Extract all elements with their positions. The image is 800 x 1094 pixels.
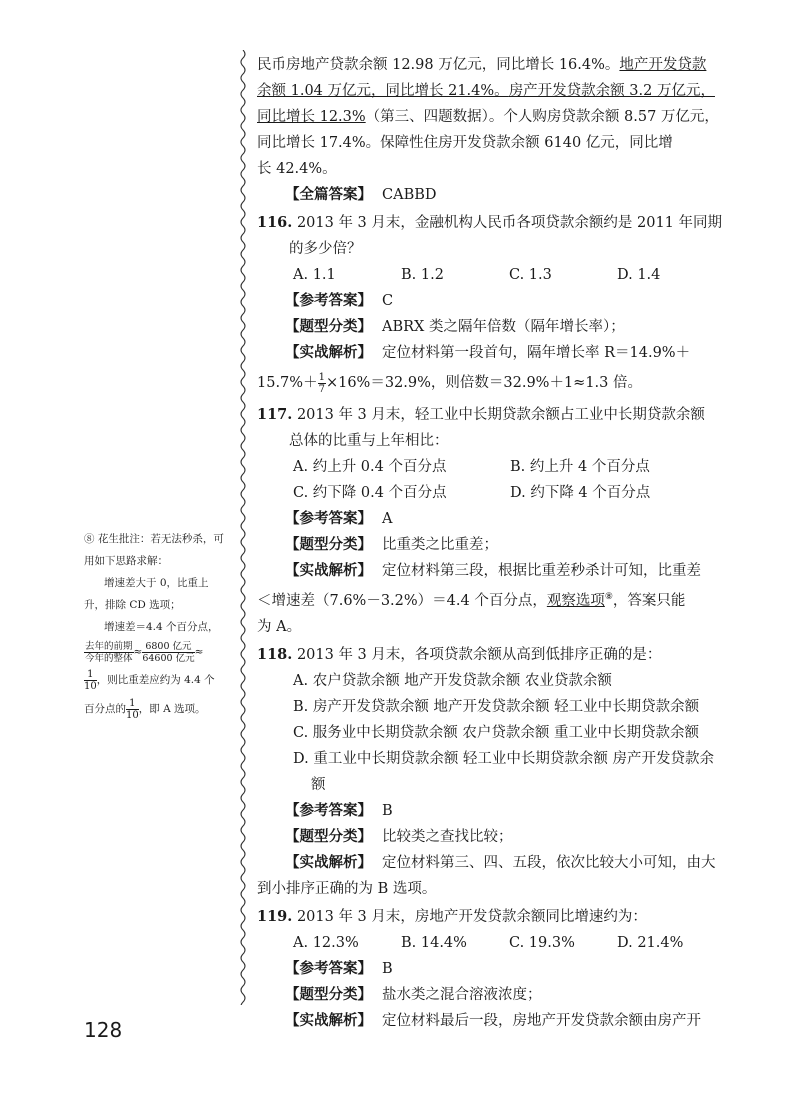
question-stem: 2013 年 3 月末，各项贷款余额从高到低排序正确的是： — [296, 646, 662, 663]
question-stem: 2013 年 3 月末，房地产开发贷款余额同比增速约为： — [296, 908, 647, 925]
fraction: $\frac{1}{7}$ — [318, 371, 325, 395]
side-note-line: 增速差大于 0，比重上 — [104, 577, 209, 589]
answer-row — [257, 956, 727, 982]
answer-row — [257, 506, 727, 532]
type-label: 【题型分类】 — [285, 828, 372, 845]
options-row — [257, 262, 727, 288]
type-label: 【题型分类】 — [285, 319, 372, 335]
intro-line5: 长 42.4%。 — [257, 161, 337, 177]
type-value: 比较类之查找比较； — [382, 828, 513, 845]
options-row — [257, 480, 727, 506]
all-answer-row — [257, 182, 727, 208]
option-b: B. 约上升 4 个百分点 — [510, 459, 650, 475]
question-118 — [257, 642, 727, 902]
option-c: C. 服务业中长期贷款余额 农户贷款余额 重工业中长期贷款余额 — [293, 724, 700, 741]
analysis-label: 【实战解析】 — [285, 1012, 372, 1029]
question-number: 118. — [257, 645, 293, 663]
analysis-text: 定位材料第三段，根据比重差秒杀计可知，比重差 — [382, 563, 701, 579]
intro-line3-note: （第三、四题数据） — [365, 109, 489, 125]
intro-line1-underlined: 地产开发贷款 — [619, 57, 707, 73]
side-note-formula: $\frac{\text{去年的前期}}{\text{今年的整体}}$ ≈ $\frac{\text{6800 亿元}}{\text{64600 亿元}}$ ≈ — [85, 640, 204, 664]
intro-line4: 同比增长 17.4%。保障性住房开发贷款余额 6140 亿元，同比增 — [257, 135, 673, 151]
intro-line1: 民币房地产贷款余额 12.98 万亿元，同比增长 16.4%。 — [257, 57, 620, 73]
analysis-text-2a: 15.7%＋ — [257, 375, 318, 391]
main-content — [257, 52, 727, 1034]
type-value: 比重类之比重差； — [382, 537, 498, 553]
option-b: B. 14.4% — [401, 934, 467, 951]
side-note-line: 百分点的 $\frac{1}{10}$ ，即 A 选项。 — [84, 697, 206, 721]
analysis-text: 定位材料最后一段，房地产开发贷款余额由房产开 — [382, 1012, 701, 1029]
intro-line2-bold: 房产开发贷款余额 3.2 万亿元， — [508, 83, 715, 99]
answer-label: 【参考答案】 — [285, 293, 372, 309]
option-b: B. 1.2 — [401, 267, 444, 283]
all-answer-label: 【全篇答案】 — [285, 187, 372, 203]
question-number: 119. — [257, 907, 293, 925]
all-answer-value: CABBD — [382, 187, 437, 203]
fraction: $\frac{1}{10}$ — [126, 697, 139, 721]
answer-value: A — [382, 511, 393, 527]
page-number: 128 — [84, 1018, 123, 1042]
option-a: A. 12.3% — [293, 934, 359, 951]
question-stem-cont: 的多少倍？ — [289, 241, 362, 257]
option-a: A. 农户贷款余额 地产开发贷款余额 农业贷款余额 — [293, 672, 612, 689]
question-117 — [257, 402, 727, 640]
type-value: ABRX 类之隔年倍数（隔年增长率）； — [382, 319, 625, 335]
analysis-underlined: 观察选项 — [546, 592, 605, 609]
side-note-line: 用如下思路求解： — [84, 555, 168, 567]
side-note — [84, 528, 236, 724]
analysis-text: 定位材料第三、四、五段，依次比较大小可知，由大 — [382, 854, 716, 871]
answer-row — [257, 798, 727, 824]
analysis-label: 【实战解析】 — [285, 345, 372, 361]
answer-label: 【参考答案】 — [285, 511, 372, 527]
side-note-line: ⑧ 花生批注：若无法秒杀，可 — [84, 533, 224, 545]
analysis-text: 定位材料第一段首句，隔年增长率 R＝14.9%＋ — [382, 345, 691, 361]
fraction: $\frac{\text{6800 亿元}}{\text{64600 亿元}}$ — [142, 640, 195, 664]
question-stem: 2013 年 3 月末，轻工业中长期贷款余额占工业中长期贷款余额 — [296, 407, 705, 423]
intro-paragraph — [257, 52, 727, 182]
intro-line3-rest: 。个人购房贷款余额 8.57 万亿元， — [488, 109, 719, 125]
type-label: 【题型分类】 — [285, 986, 372, 1003]
analysis-text-2a: ＜增速差（7.6%－3.2%）＝4.4 个百分点， — [257, 592, 547, 609]
answer-label: 【参考答案】 — [285, 960, 372, 977]
side-note-line: $\frac{1}{10}$ ，则比重差应约为 4.4 个 — [84, 668, 215, 692]
analysis-text-2b: ，答案只能 — [612, 592, 686, 609]
answer-label: 【参考答案】 — [285, 802, 372, 819]
answer-value: B — [382, 802, 393, 819]
analysis-row — [257, 850, 727, 876]
option-d: D. 重工业中长期贷款余额 轻工业中长期贷款余额 房产开发贷款余额 — [293, 750, 715, 793]
answer-value: C — [382, 293, 394, 309]
options-row — [257, 454, 727, 480]
option-d: D. 约下降 4 个百分点 — [510, 485, 651, 501]
type-row — [257, 982, 727, 1008]
question-119 — [257, 904, 727, 1034]
fraction: $\frac{\text{去年的前期}}{\text{今年的整体}}$ — [85, 640, 133, 664]
options-row — [257, 930, 727, 956]
question-number: 116. — [257, 214, 293, 231]
option-b: B. 房产开发贷款余额 地产开发贷款余额 轻工业中长期贷款余额 — [293, 698, 700, 715]
analysis-row — [257, 340, 727, 366]
question-116 — [257, 210, 727, 400]
question-stem: 2013 年 3 月末，金融机构人民币各项贷款余额约是 2011 年同期 — [296, 215, 723, 231]
question-stem-cont: 总体的比重与上年相比： — [289, 433, 449, 449]
option-c: C. 1.3 — [509, 267, 552, 283]
analysis-row — [257, 1008, 727, 1034]
option-c: C. 19.3% — [509, 934, 575, 951]
option-d: D. 1.4 — [617, 267, 661, 283]
analysis-cont — [257, 366, 727, 400]
type-value: 盐水类之混合溶液浓度； — [382, 986, 542, 1003]
margin-wavy-line — [237, 50, 249, 1005]
analysis-row — [257, 558, 727, 584]
intro-line2-underlined: 余额 1.04 万亿元，同比增长 21.4%。 — [257, 83, 509, 99]
option-a: A. 约上升 0.4 个百分点 — [293, 459, 447, 475]
question-number: 117. — [257, 406, 293, 423]
analysis-cont: 到小排序正确的为 B 选项。 — [257, 880, 437, 897]
type-row — [257, 824, 727, 850]
type-row — [257, 532, 727, 558]
analysis-label: 【实战解析】 — [285, 854, 372, 871]
analysis-text-2b: ×16%＝32.9%，则倍数＝32.9%＋1≈1.3 倍。 — [325, 375, 642, 391]
footnote-ref: ⑧ — [604, 592, 613, 602]
analysis-cont — [257, 584, 727, 614]
answer-value: B — [382, 960, 393, 977]
intro-line3-underlined: 同比增长 12.3% — [257, 109, 366, 125]
type-row — [257, 314, 727, 340]
option-a: A. 1.1 — [293, 267, 336, 283]
option-d: D. 21.4% — [617, 934, 684, 951]
option-c: C. 约下降 0.4 个百分点 — [293, 485, 447, 501]
side-note-line: 增速差＝4.4 个百分点， — [104, 621, 219, 633]
analysis-label: 【实战解析】 — [285, 563, 372, 579]
answer-row — [257, 288, 727, 314]
type-label: 【题型分类】 — [285, 537, 372, 553]
side-note-line: 升，排除 CD 选项； — [84, 599, 181, 611]
analysis-cont-3: 为 A。 — [257, 618, 302, 635]
fraction: $\frac{1}{10}$ — [84, 668, 97, 692]
